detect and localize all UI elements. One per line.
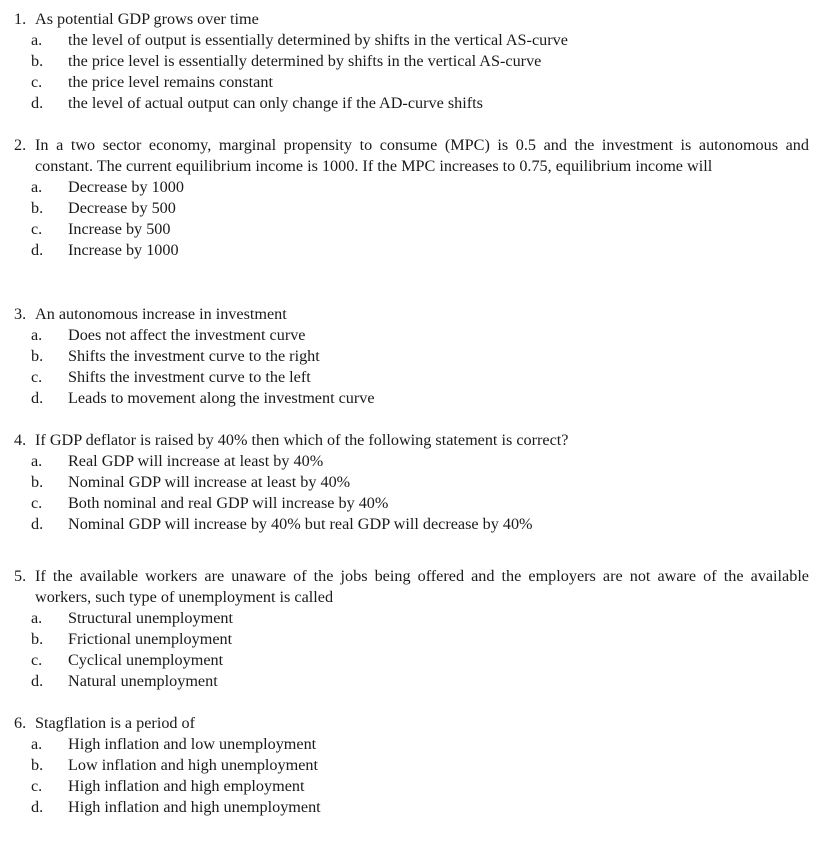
option-letter: a.	[31, 452, 43, 470]
option-text: the price level is essentially determined by shifts in the vertical AS-curve	[68, 52, 542, 70]
question-number: 2.	[14, 136, 27, 154]
question-number: 3.	[14, 305, 27, 323]
option-text: Nominal GDP will increase at least by 40%	[68, 473, 351, 491]
option-a	[31, 325, 809, 346]
option-letter: d.	[31, 94, 44, 112]
option-text: the level of actual output can only change if the AD-curve shifts	[68, 94, 483, 112]
option-text: Natural unemployment	[68, 672, 218, 690]
option-text: High inflation and low unemployment	[68, 735, 317, 753]
option-b	[31, 629, 809, 650]
option-text: Leads to movement along the investment curve	[68, 389, 375, 407]
option-letter: b.	[31, 52, 44, 70]
option-letter: b.	[31, 199, 44, 217]
option-d	[31, 797, 809, 818]
option-letter: d.	[31, 389, 44, 407]
option-text: the level of output is essentially determined by shifts in the vertical AS-curve	[68, 31, 568, 49]
option-letter: b.	[31, 630, 44, 648]
option-a	[31, 608, 809, 629]
option-letter: d.	[31, 798, 44, 816]
question-number: 5.	[14, 567, 27, 585]
option-letter: c.	[31, 494, 43, 512]
option-text: Both nominal and real GDP will increase by 40%	[68, 494, 389, 512]
option-letter: a.	[31, 178, 43, 196]
option-text: Increase by 500	[68, 220, 171, 238]
option-letter: b.	[31, 473, 44, 491]
question-stem	[14, 9, 809, 30]
option-c	[31, 367, 809, 388]
question-number: 1.	[14, 10, 27, 28]
option-letter: b.	[31, 347, 44, 365]
question-1	[14, 9, 809, 114]
question-stem	[14, 713, 809, 734]
option-d	[31, 240, 809, 261]
question-4	[14, 430, 809, 535]
option-d	[31, 93, 809, 114]
option-text: Shifts the investment curve to the right	[68, 347, 320, 365]
option-letter: b.	[31, 756, 44, 774]
option-c	[31, 219, 809, 240]
option-text: the price level remains constant	[68, 73, 273, 91]
option-text: Cyclical unemployment	[68, 651, 224, 669]
option-text: Frictional unemployment	[68, 630, 233, 648]
option-text: Nominal GDP will increase by 40% but real GDP will decrease by 40%	[68, 515, 533, 533]
question-number: 4.	[14, 431, 27, 449]
option-text: Low inflation and high unemployment	[68, 756, 318, 774]
option-text: High inflation and high unemployment	[68, 798, 321, 816]
option-letter: c.	[31, 777, 43, 795]
option-a	[31, 451, 809, 472]
question-stem	[14, 304, 809, 325]
option-b	[31, 346, 809, 367]
question-6	[14, 713, 809, 818]
question-5	[14, 566, 809, 692]
option-letter: d.	[31, 241, 44, 259]
option-letter: a.	[31, 735, 43, 753]
question-number: 6.	[14, 714, 27, 732]
question-text: As potential GDP grows over time	[35, 10, 259, 28]
option-a	[31, 734, 809, 755]
question-text: If the available workers are unaware of the jobs being offered and the employers are not aware of the available workers, such type of unemployment is called	[35, 567, 809, 606]
question-text: In a two sector economy, marginal propensity to consume (MPC) is 0.5 and the investment is autonomous and constant. The current equilibrium income is 1000. If the MPC increases to 0.75, equilibrium income will	[35, 136, 809, 175]
option-text: Decrease by 1000	[68, 178, 184, 196]
question-stem	[14, 430, 809, 451]
question-text: If GDP deflator is raised by 40% then which of the following statement is correct?	[35, 431, 569, 449]
option-text: Increase by 1000	[68, 241, 179, 259]
option-d	[31, 671, 809, 692]
option-text: Structural unemployment	[68, 609, 233, 627]
option-letter: c.	[31, 73, 43, 91]
question-text: An autonomous increase in investment	[35, 305, 287, 323]
question-2	[14, 135, 809, 261]
option-b	[31, 472, 809, 493]
option-text: Does not affect the investment curve	[68, 326, 306, 344]
option-letter: d.	[31, 672, 44, 690]
option-a	[31, 177, 809, 198]
option-d	[31, 514, 809, 535]
option-d	[31, 388, 809, 409]
question-stem	[14, 135, 809, 177]
option-b	[31, 755, 809, 776]
option-text: High inflation and high employment	[68, 777, 305, 795]
question-stem	[14, 566, 809, 608]
option-letter: a.	[31, 609, 43, 627]
question-text: Stagflation is a period of	[35, 714, 196, 732]
option-letter: c.	[31, 220, 43, 238]
question-3	[14, 304, 809, 409]
option-letter: c.	[31, 368, 43, 386]
option-b	[31, 198, 809, 219]
option-letter: c.	[31, 651, 43, 669]
option-letter: d.	[31, 515, 44, 533]
option-text: Real GDP will increase at least by 40%	[68, 452, 324, 470]
option-letter: a.	[31, 31, 43, 49]
option-c	[31, 650, 809, 671]
option-c	[31, 72, 809, 93]
option-c	[31, 493, 809, 514]
option-b	[31, 51, 809, 72]
option-c	[31, 776, 809, 797]
option-text: Shifts the investment curve to the left	[68, 368, 311, 386]
option-letter: a.	[31, 326, 43, 344]
option-a	[31, 30, 809, 51]
option-text: Decrease by 500	[68, 199, 176, 217]
